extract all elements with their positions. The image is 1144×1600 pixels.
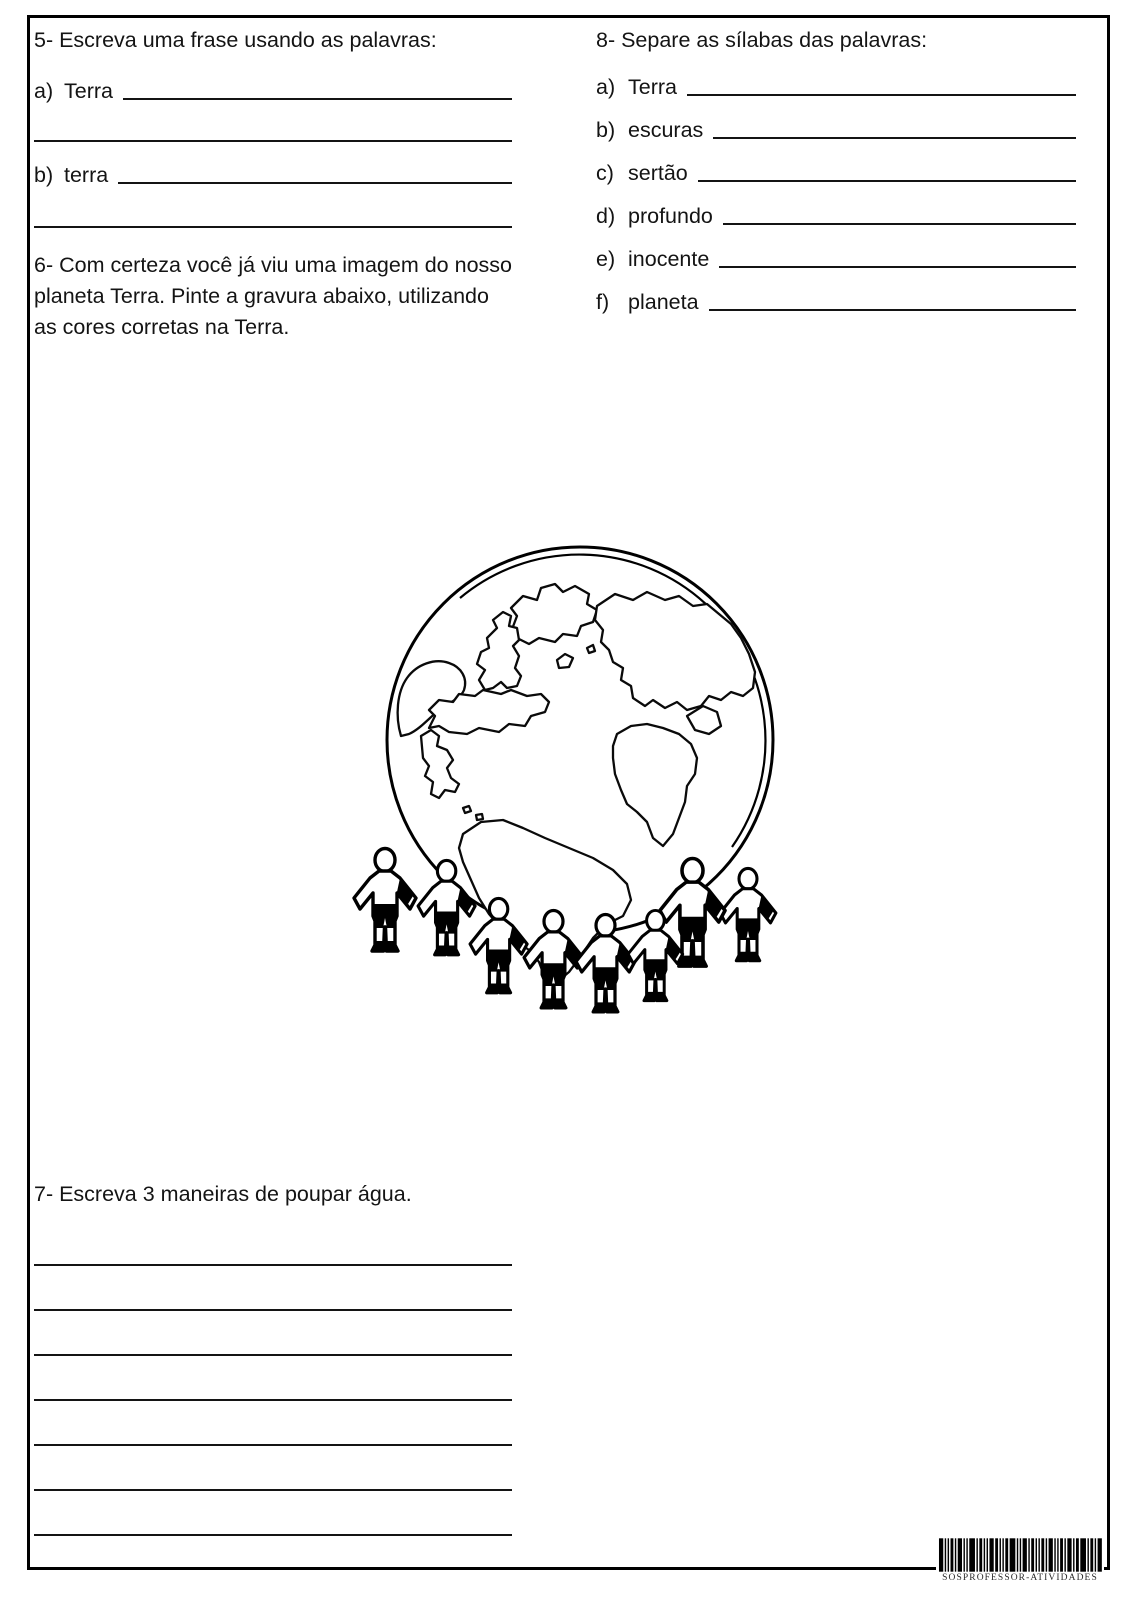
barcode-icon (938, 1538, 1102, 1572)
question-8-item-f (596, 281, 1076, 315)
question-5 (34, 28, 512, 228)
answer-line (34, 1356, 512, 1401)
answer-line (34, 104, 512, 142)
question-8-item-d (596, 195, 1076, 229)
item-word: Terra (628, 75, 677, 99)
question-5-item-a (34, 70, 512, 104)
item-letter: c) (596, 161, 614, 185)
answer-line (723, 223, 1076, 225)
question-6-text-line: 6- Com certeza você já viu uma imagem do nosso (34, 253, 512, 277)
question-8-item-c (596, 152, 1076, 186)
question-5-title: 5- Escreva uma frase usando as palavras: (34, 28, 437, 52)
answer-line (34, 188, 512, 228)
answer-line (34, 1446, 512, 1491)
barcode-block (936, 1522, 1104, 1592)
question-6 (34, 250, 539, 343)
question-5-item-b (34, 154, 512, 188)
person-figure (354, 849, 416, 952)
item-word: escuras (628, 118, 704, 142)
answer-line (34, 1401, 512, 1446)
question-7-title: 7- Escreva 3 maneiras de poupar água. (34, 1182, 412, 1206)
item-word: profundo (628, 204, 713, 228)
item-letter: b) (34, 163, 54, 187)
item-word: sertão (628, 161, 688, 185)
item-word: planeta (628, 290, 699, 314)
item-letter: a) (34, 79, 54, 103)
barcode-label: SOSPROFESSOR-ATIVIDADES (942, 1573, 1098, 1583)
question-8 (596, 28, 1076, 315)
item-letter: d) (596, 204, 616, 228)
item-word: Terra (64, 79, 113, 103)
question-6-text-line: planeta Terra. Pinte a gravura abaixo, utilizando (34, 284, 489, 308)
answer-line (687, 94, 1076, 96)
earth-people-illustration (335, 520, 785, 1020)
answer-line (34, 1266, 512, 1311)
question-8-title: 8- Separe as sílabas das palavras: (596, 28, 928, 52)
question-8-item-e (596, 238, 1076, 272)
question-8-item-b (596, 109, 1076, 143)
person-figure (720, 868, 776, 960)
answer-line (698, 180, 1076, 182)
answer-line (719, 266, 1076, 268)
item-word: terra (64, 163, 109, 187)
answer-line (123, 98, 512, 100)
question-7-answer-lines (34, 1206, 512, 1536)
answer-line (709, 309, 1076, 311)
answer-line (34, 1491, 512, 1536)
item-letter: b) (596, 118, 616, 142)
answer-line (713, 137, 1076, 139)
item-letter: a) (596, 75, 616, 99)
question-8-item-a (596, 66, 1076, 100)
question-6-text-line: as cores corretas na Terra. (34, 315, 290, 339)
answer-line (34, 1206, 512, 1266)
item-word: inocente (628, 247, 710, 271)
item-letter: e) (596, 247, 616, 271)
question-7 (34, 1182, 512, 1536)
item-letter: f) (596, 290, 610, 314)
answer-line (34, 1311, 512, 1356)
answer-line (118, 182, 512, 184)
